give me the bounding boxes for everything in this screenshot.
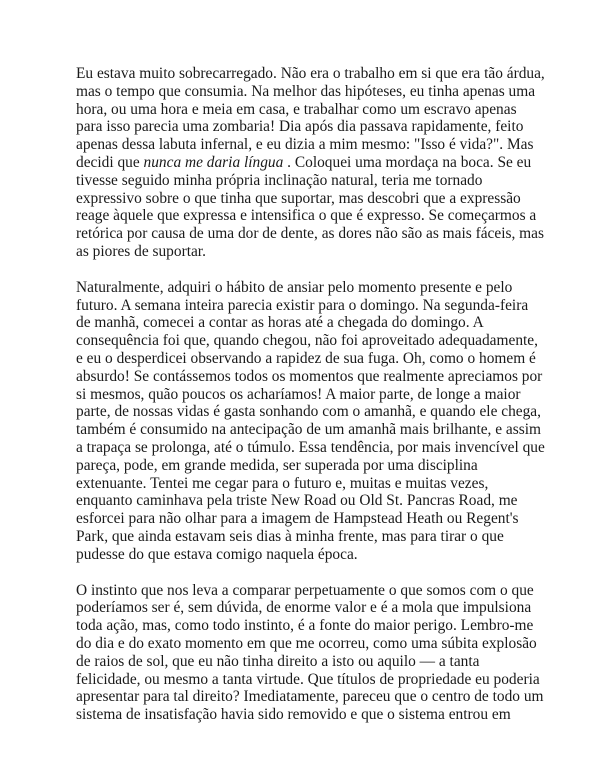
text-line [76, 438, 545, 457]
text-run: Eu estava muito sobrecarregado. Não era o trabalho em si que era tão árdua, [76, 65, 545, 82]
text-run: tivesse seguido minha própria inclinação natural, teria me tornado [76, 171, 483, 189]
text-run: extenuante. Tentei me cegar para o futuro e, muitas e muitas vezes, [76, 474, 489, 492]
text-line [76, 582, 536, 600]
text-line [76, 207, 536, 225]
text-line [76, 314, 536, 332]
text-run: de raios de sol, que eu não tinha direito a isto ou aquilo — a tanta [76, 652, 480, 670]
text-run: sistema de insatisfação havia sido removido e que o sistema entrou em [76, 706, 511, 724]
text-run: reage àquele que expressa e intensifica o que é expresso. Se começarmos a [76, 207, 537, 225]
text-run: apenas dessa labuta infernal, e eu dizia a mim mesmo: "Isso é vida?". Mas [76, 136, 534, 154]
text-line [76, 172, 536, 190]
text-line [76, 475, 536, 493]
text-line [76, 421, 541, 439]
text-run: retórica por causa de uma dor de dente, as dores não são as mais fáceis, mas [76, 225, 544, 243]
text-run: e eu o desperdicei observando a rapidez de sua fuga. Oh, como o homem é [76, 349, 536, 367]
text-run: . Coloquei uma mordaça na boca. Se eu [283, 153, 532, 171]
text-run: a trapaça se prolonga, até o túmulo. Essa tendência, por mais invencível que [76, 438, 545, 456]
text-line [76, 350, 536, 368]
text-run: de manhã, comecei a contar as horas até a chegada do domingo. A [76, 314, 484, 332]
italic-text-run: nunca me daria língua [143, 153, 284, 171]
text-line [76, 154, 536, 172]
text-line [76, 118, 536, 136]
text-line [76, 403, 541, 421]
text-line [76, 65, 545, 83]
text-line [76, 653, 536, 671]
text-line [76, 386, 536, 404]
text-line [76, 546, 536, 564]
text-line [76, 83, 536, 101]
text-run: mas o tempo que consumia. Na melhor das hipóteses, eu tinha apenas uma [76, 82, 536, 100]
text-run: felicidade, ou mesmo a tanta virtude. Que títulos de propriedade eu poderia [76, 670, 540, 688]
text-run: absurdo! Se contássemos todos os momentos que realmente apreciamos por [76, 367, 543, 385]
text-run: expressivo sobre o que tinha que suportar, mas descobri que a expressão [76, 189, 521, 207]
text-line [76, 617, 536, 635]
text-line [76, 101, 536, 119]
document-body [76, 65, 545, 724]
text-run: parte, de nossas vidas é gasta sonhando com o amanhã, e quando ele chega, [76, 403, 541, 421]
paragraph-1 [76, 65, 545, 261]
text-run: si mesmos, quão poucos os acharíamos! A maior parte, de longe a maior [76, 385, 521, 403]
text-run: hora, ou uma hora e meia em casa, e trabalhar como um escravo apenas [76, 100, 517, 118]
text-run: para isso parecia uma zombaria! Dia após dia passava rapidamente, feito [76, 118, 524, 136]
text-line [76, 635, 536, 653]
text-run: decidi que [76, 153, 144, 171]
text-run: poderíamos ser é, sem dúvida, de enorme valor e é a mola que impulsiona [76, 599, 532, 617]
text-run: apresentar para tal direito? Imediatamente, pareceu que o centro de todo um [76, 688, 544, 706]
text-run: esforcei para não olhar para a imagem de Hampstead Heath ou Regent's [76, 510, 519, 528]
text-line [76, 510, 536, 528]
text-line [76, 332, 536, 350]
text-run: pudesse do que estava comigo naquela época. [76, 545, 358, 563]
text-line [76, 528, 536, 546]
paragraph-3 [76, 581, 544, 724]
text-run: O instinto que nos leva a comparar perpetuamente o que somos com o que [76, 581, 534, 599]
text-line [76, 136, 536, 154]
text-line [76, 297, 536, 315]
text-line [76, 688, 544, 706]
text-run: Park, que ainda estavam seis dias à minha frente, mas para tirar o que [76, 527, 504, 545]
text-run: do dia e do exato momento em que me ocorreu, como uma súbita explosão [76, 634, 537, 652]
text-line [76, 367, 543, 386]
text-line [76, 706, 536, 724]
text-line [76, 243, 536, 261]
text-line [76, 190, 536, 208]
text-run: futuro. A semana inteira parecia existir para o domingo. Na segunda-feira [76, 296, 529, 314]
text-line [76, 225, 544, 243]
text-run: Naturalmente, adquiri o hábito de ansiar pelo momento presente e pelo [76, 278, 513, 296]
paragraph-2 [76, 278, 545, 564]
text-line [76, 457, 536, 475]
text-line [76, 279, 536, 297]
text-line [76, 599, 536, 617]
text-run: consequência foi que, quando chegou, não foi aproveitado adequadamente, [76, 332, 538, 350]
text-run: enquanto caminhava pela triste New Road ou Old St. Pancras Road, me [76, 492, 518, 510]
text-line [76, 670, 540, 689]
text-line [76, 492, 536, 510]
text-run: as piores de suportar. [76, 242, 206, 260]
text-run: também é consumido na antecipação de um amanhã mais brilhante, e assim [76, 421, 541, 439]
text-run: pareça, pode, em grande medida, ser superada por uma disciplina [76, 456, 478, 474]
text-run: toda ação, mas, como todo instinto, é a fonte do maior perigo. Lembro-me [76, 617, 534, 635]
